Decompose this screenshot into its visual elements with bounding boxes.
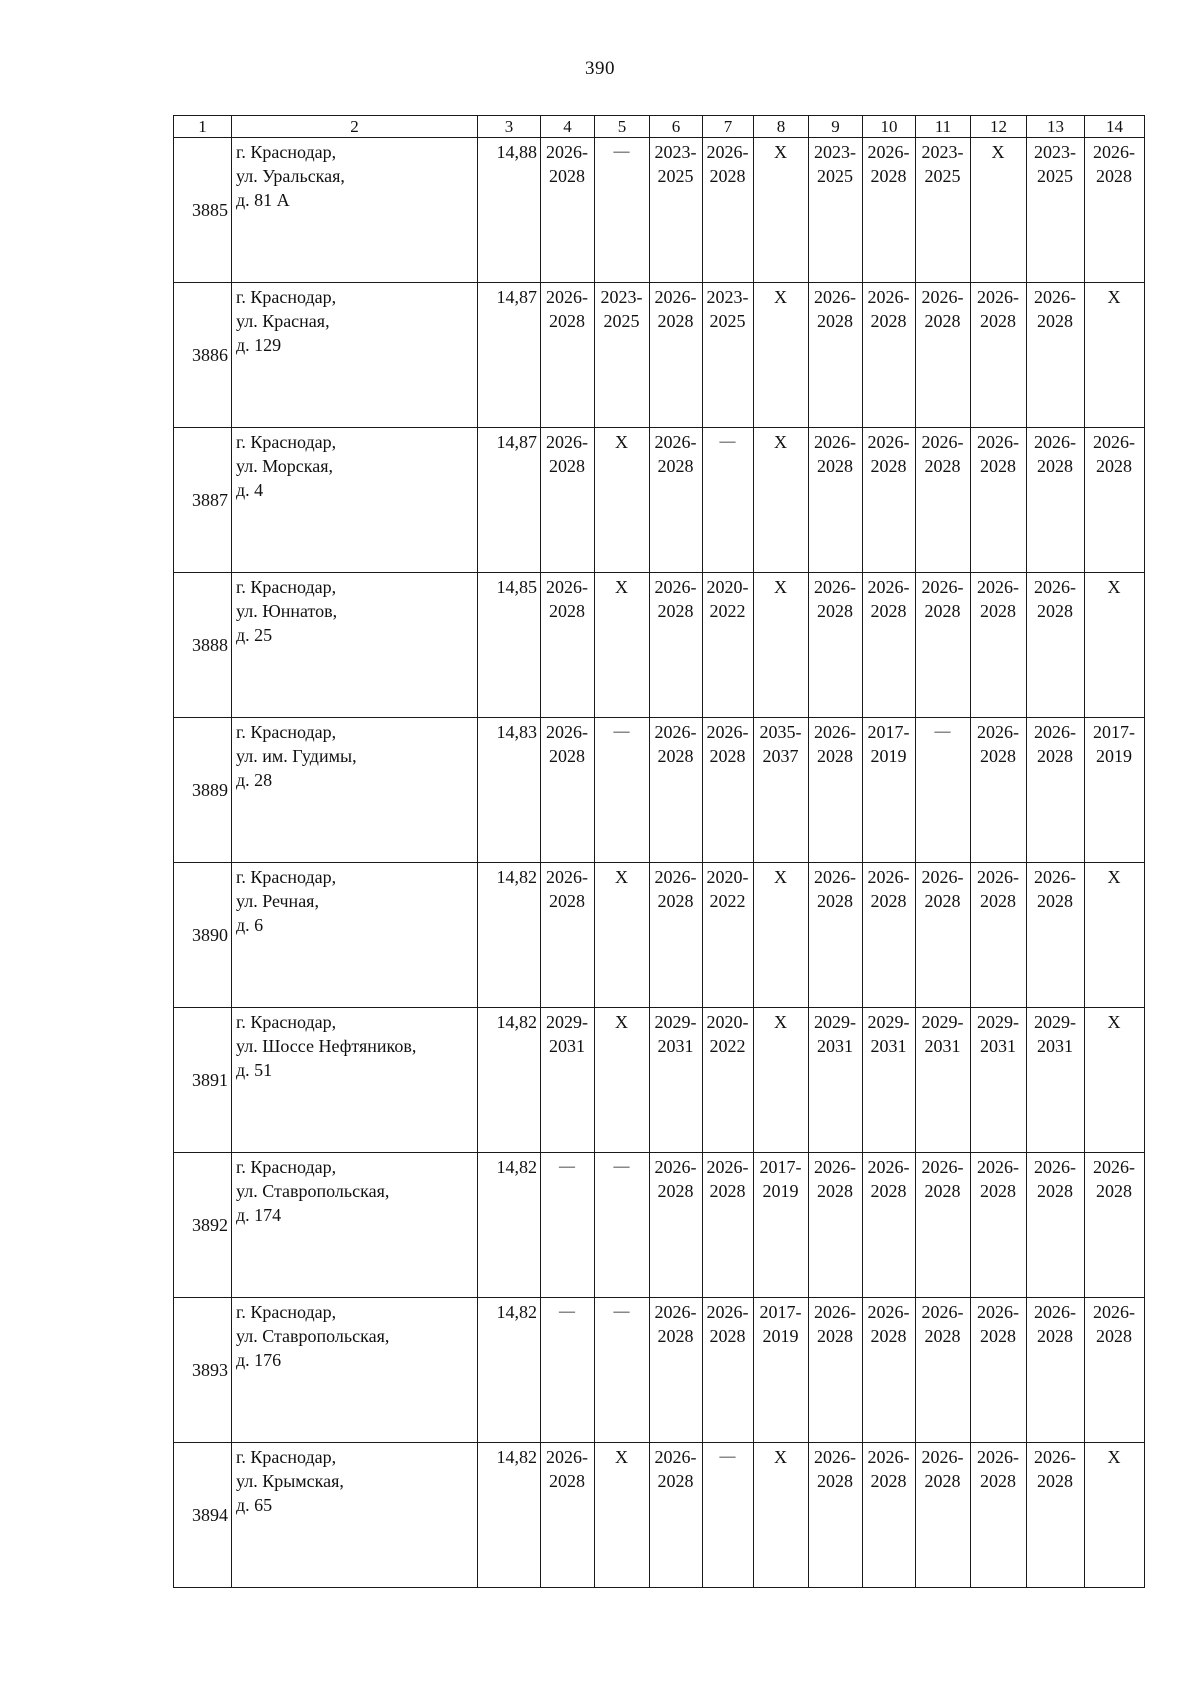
period-cell-col-13: 2026- 2028 <box>1027 718 1085 863</box>
address-line: ул. Крымская, <box>236 1471 344 1491</box>
table-row <box>174 573 1145 718</box>
period-cell-col-13: 2026- 2028 <box>1027 863 1085 1008</box>
period-cell-col-6: 2026- 2028 <box>650 1298 703 1443</box>
period-cell-col-8: Х <box>754 573 809 718</box>
period-cell-col-10: 2026- 2028 <box>863 863 916 1008</box>
address-line: г. Краснодар, <box>236 1447 337 1467</box>
period-cell-col-11: 2023- 2025 <box>916 138 971 283</box>
period-cell-col-7: — <box>703 1443 754 1588</box>
column-header-9: 9 <box>809 116 863 138</box>
period-cell-col-12: 2026- 2028 <box>971 428 1027 573</box>
period-cell-col-13: 2026- 2028 <box>1027 283 1085 428</box>
column-header-4: 4 <box>541 116 595 138</box>
period-cell-col-4: — <box>541 1153 595 1298</box>
period-cell-col-5: — <box>595 718 650 863</box>
period-cell-col-7: 2020- 2022 <box>703 863 754 1008</box>
period-cell-col-14: Х <box>1085 1443 1145 1588</box>
period-cell-col-12: Х <box>971 138 1027 283</box>
period-cell-col-9: 2026- 2028 <box>809 428 863 573</box>
period-cell-col-13: 2029- 2031 <box>1027 1008 1085 1153</box>
address-line: д. 51 <box>236 1060 273 1080</box>
period-cell-col-10: 2026- 2028 <box>863 1443 916 1588</box>
period-cell-col-8: 2017- 2019 <box>754 1298 809 1443</box>
period-cell-col-14: 2017- 2019 <box>1085 718 1145 863</box>
period-cell-col-7: 2020- 2022 <box>703 1008 754 1153</box>
table-row <box>174 1008 1145 1153</box>
row-number-cell: 3885 <box>174 138 232 283</box>
period-cell-col-13: 2026- 2028 <box>1027 428 1085 573</box>
period-cell-col-5: Х <box>595 1443 650 1588</box>
period-cell-col-5: — <box>595 1298 650 1443</box>
address-cell <box>232 718 478 863</box>
period-cell-col-9: 2026- 2028 <box>809 1443 863 1588</box>
area-cell: 14,83 <box>478 718 541 863</box>
area-cell: 14,82 <box>478 863 541 1008</box>
column-header-3: 3 <box>478 116 541 138</box>
address-line: г. Краснодар, <box>236 1157 337 1177</box>
period-cell-col-7: 2026- 2028 <box>703 1153 754 1298</box>
period-cell-col-5: Х <box>595 428 650 573</box>
table-row <box>174 1298 1145 1443</box>
period-cell-col-4: 2026- 2028 <box>541 718 595 863</box>
column-header-1: 1 <box>174 116 232 138</box>
period-cell-col-11: 2026- 2028 <box>916 1443 971 1588</box>
column-header-5: 5 <box>595 116 650 138</box>
period-cell-col-4: 2026- 2028 <box>541 283 595 428</box>
period-cell-col-11: 2026- 2028 <box>916 863 971 1008</box>
address-cell <box>232 428 478 573</box>
period-cell-col-14: 2026- 2028 <box>1085 428 1145 573</box>
address-cell <box>232 1298 478 1443</box>
period-cell-col-9: 2026- 2028 <box>809 863 863 1008</box>
period-cell-col-10: 2026- 2028 <box>863 1153 916 1298</box>
period-cell-col-5: Х <box>595 573 650 718</box>
period-cell-col-10: 2017- 2019 <box>863 718 916 863</box>
period-cell-col-4: 2026- 2028 <box>541 1443 595 1588</box>
period-cell-col-12: 2026- 2028 <box>971 283 1027 428</box>
period-cell-col-13: 2026- 2028 <box>1027 1298 1085 1443</box>
address-line: г. Краснодар, <box>236 722 337 742</box>
period-cell-col-8: Х <box>754 1008 809 1153</box>
address-line: ул. им. Гудимы, <box>236 746 357 766</box>
period-cell-col-4: 2026- 2028 <box>541 138 595 283</box>
period-cell-col-8: Х <box>754 1443 809 1588</box>
period-cell-col-8: Х <box>754 428 809 573</box>
row-number-cell: 3890 <box>174 863 232 1008</box>
column-header-2: 2 <box>232 116 478 138</box>
period-cell-col-8: Х <box>754 863 809 1008</box>
row-number-cell: 3894 <box>174 1443 232 1588</box>
period-cell-col-9: 2026- 2028 <box>809 1153 863 1298</box>
period-cell-col-13: 2026- 2028 <box>1027 1153 1085 1298</box>
period-cell-col-7: 2023- 2025 <box>703 283 754 428</box>
address-line: д. 25 <box>236 625 273 645</box>
table-row <box>174 1443 1145 1588</box>
area-cell: 14,88 <box>478 138 541 283</box>
period-cell-col-4: — <box>541 1298 595 1443</box>
period-cell-col-12: 2026- 2028 <box>971 1298 1027 1443</box>
address-cell <box>232 863 478 1008</box>
period-cell-col-5: Х <box>595 863 650 1008</box>
period-cell-col-5: — <box>595 1153 650 1298</box>
period-cell-col-10: 2029- 2031 <box>863 1008 916 1153</box>
period-cell-col-6: 2029- 2031 <box>650 1008 703 1153</box>
period-cell-col-14: 2026- 2028 <box>1085 138 1145 283</box>
period-cell-col-10: 2026- 2028 <box>863 573 916 718</box>
period-cell-col-9: 2026- 2028 <box>809 573 863 718</box>
period-cell-col-14: 2026- 2028 <box>1085 1153 1145 1298</box>
period-cell-col-9: 2026- 2028 <box>809 1298 863 1443</box>
area-cell: 14,85 <box>478 573 541 718</box>
period-cell-col-7: 2026- 2028 <box>703 718 754 863</box>
period-cell-col-6: 2023- 2025 <box>650 138 703 283</box>
area-cell: 14,82 <box>478 1443 541 1588</box>
period-cell-col-8: Х <box>754 138 809 283</box>
period-cell-col-4: 2026- 2028 <box>541 573 595 718</box>
schedule-table <box>173 115 1145 1588</box>
period-cell-col-9: 2026- 2028 <box>809 718 863 863</box>
column-header-7: 7 <box>703 116 754 138</box>
period-cell-col-12: 2026- 2028 <box>971 863 1027 1008</box>
period-cell-col-12: 2026- 2028 <box>971 1443 1027 1588</box>
period-cell-col-5: Х <box>595 1008 650 1153</box>
row-number-cell: 3891 <box>174 1008 232 1153</box>
period-cell-col-5: 2023- 2025 <box>595 283 650 428</box>
address-line: ул. Ставропольская, <box>236 1181 390 1201</box>
period-cell-col-14: Х <box>1085 573 1145 718</box>
address-line: ул. Юннатов, <box>236 601 338 621</box>
area-cell: 14,82 <box>478 1008 541 1153</box>
address-line: д. 28 <box>236 770 273 790</box>
address-line: г. Краснодар, <box>236 1302 337 1322</box>
address-line: ул. Ставропольская, <box>236 1326 390 1346</box>
address-line: д. 6 <box>236 915 264 935</box>
area-cell: 14,87 <box>478 428 541 573</box>
period-cell-col-12: 2026- 2028 <box>971 718 1027 863</box>
period-cell-col-7: 2026- 2028 <box>703 138 754 283</box>
area-cell: 14,82 <box>478 1153 541 1298</box>
period-cell-col-10: 2026- 2028 <box>863 428 916 573</box>
period-cell-col-14: Х <box>1085 863 1145 1008</box>
address-line: ул. Красная, <box>236 311 330 331</box>
period-cell-col-13: 2026- 2028 <box>1027 573 1085 718</box>
column-header-10: 10 <box>863 116 916 138</box>
header-row <box>174 116 1145 138</box>
period-cell-col-13: 2023- 2025 <box>1027 138 1085 283</box>
address-line: г. Краснодар, <box>236 287 337 307</box>
period-cell-col-8: Х <box>754 283 809 428</box>
period-cell-col-11: 2026- 2028 <box>916 1153 971 1298</box>
period-cell-col-6: 2026- 2028 <box>650 1443 703 1588</box>
column-header-13: 13 <box>1027 116 1085 138</box>
area-cell: 14,82 <box>478 1298 541 1443</box>
row-number-cell: 3888 <box>174 573 232 718</box>
row-number-cell: 3886 <box>174 283 232 428</box>
area-cell: 14,87 <box>478 283 541 428</box>
table-row <box>174 138 1145 283</box>
period-cell-col-14: Х <box>1085 1008 1145 1153</box>
period-cell-col-9: 2026- 2028 <box>809 283 863 428</box>
row-number-cell: 3893 <box>174 1298 232 1443</box>
address-cell <box>232 573 478 718</box>
period-cell-col-11: 2029- 2031 <box>916 1008 971 1153</box>
address-line: д. 65 <box>236 1495 273 1515</box>
table-row <box>174 283 1145 428</box>
table-row <box>174 863 1145 1008</box>
period-cell-col-9: 2023- 2025 <box>809 138 863 283</box>
address-line: д. 4 <box>236 480 264 500</box>
period-cell-col-9: 2029- 2031 <box>809 1008 863 1153</box>
period-cell-col-11: 2026- 2028 <box>916 283 971 428</box>
period-cell-col-5: — <box>595 138 650 283</box>
address-line: д. 176 <box>236 1350 282 1370</box>
period-cell-col-6: 2026- 2028 <box>650 863 703 1008</box>
period-cell-col-11: — <box>916 718 971 863</box>
period-cell-col-11: 2026- 2028 <box>916 1298 971 1443</box>
address-cell <box>232 1443 478 1588</box>
period-cell-col-6: 2026- 2028 <box>650 428 703 573</box>
table-row <box>174 718 1145 863</box>
period-cell-col-4: 2026- 2028 <box>541 428 595 573</box>
period-cell-col-7: 2020- 2022 <box>703 573 754 718</box>
column-header-11: 11 <box>916 116 971 138</box>
period-cell-col-7: 2026- 2028 <box>703 1298 754 1443</box>
address-cell <box>232 283 478 428</box>
row-number-cell: 3889 <box>174 718 232 863</box>
row-number-cell: 3892 <box>174 1153 232 1298</box>
column-header-14: 14 <box>1085 116 1145 138</box>
address-line: ул. Морская, <box>236 456 333 476</box>
period-cell-col-14: Х <box>1085 283 1145 428</box>
period-cell-col-4: 2029- 2031 <box>541 1008 595 1153</box>
address-line: д. 174 <box>236 1205 282 1225</box>
column-header-8: 8 <box>754 116 809 138</box>
period-cell-col-6: 2026- 2028 <box>650 573 703 718</box>
table-body <box>174 116 1145 1588</box>
period-cell-col-8: 2017- 2019 <box>754 1153 809 1298</box>
period-cell-col-7: — <box>703 428 754 573</box>
period-cell-col-4: 2026- 2028 <box>541 863 595 1008</box>
address-line: г. Краснодар, <box>236 142 337 162</box>
period-cell-col-6: 2026- 2028 <box>650 1153 703 1298</box>
period-cell-col-13: 2026- 2028 <box>1027 1443 1085 1588</box>
column-header-6: 6 <box>650 116 703 138</box>
address-line: г. Краснодар, <box>236 867 337 887</box>
period-cell-col-14: 2026- 2028 <box>1085 1298 1145 1443</box>
period-cell-col-12: 2029- 2031 <box>971 1008 1027 1153</box>
table-row <box>174 428 1145 573</box>
period-cell-col-11: 2026- 2028 <box>916 573 971 718</box>
address-line: ул. Уральская, <box>236 166 345 186</box>
address-line: д. 81 А <box>236 190 290 210</box>
address-line: ул. Речная, <box>236 891 319 911</box>
table-row <box>174 1153 1145 1298</box>
period-cell-col-11: 2026- 2028 <box>916 428 971 573</box>
address-cell <box>232 138 478 283</box>
address-cell <box>232 1153 478 1298</box>
period-cell-col-10: 2026- 2028 <box>863 283 916 428</box>
address-cell <box>232 1008 478 1153</box>
address-line: г. Краснодар, <box>236 1012 337 1032</box>
period-cell-col-6: 2026- 2028 <box>650 718 703 863</box>
period-cell-col-8: 2035- 2037 <box>754 718 809 863</box>
period-cell-col-10: 2026- 2028 <box>863 1298 916 1443</box>
period-cell-col-6: 2026- 2028 <box>650 283 703 428</box>
period-cell-col-10: 2026- 2028 <box>863 138 916 283</box>
address-line: г. Краснодар, <box>236 432 337 452</box>
period-cell-col-12: 2026- 2028 <box>971 573 1027 718</box>
address-line: д. 129 <box>236 335 282 355</box>
address-line: г. Краснодар, <box>236 577 337 597</box>
row-number-cell: 3887 <box>174 428 232 573</box>
period-cell-col-12: 2026- 2028 <box>971 1153 1027 1298</box>
address-line: ул. Шоссе Нефтяников, <box>236 1036 417 1056</box>
page-number: 390 <box>585 58 615 79</box>
column-header-12: 12 <box>971 116 1027 138</box>
